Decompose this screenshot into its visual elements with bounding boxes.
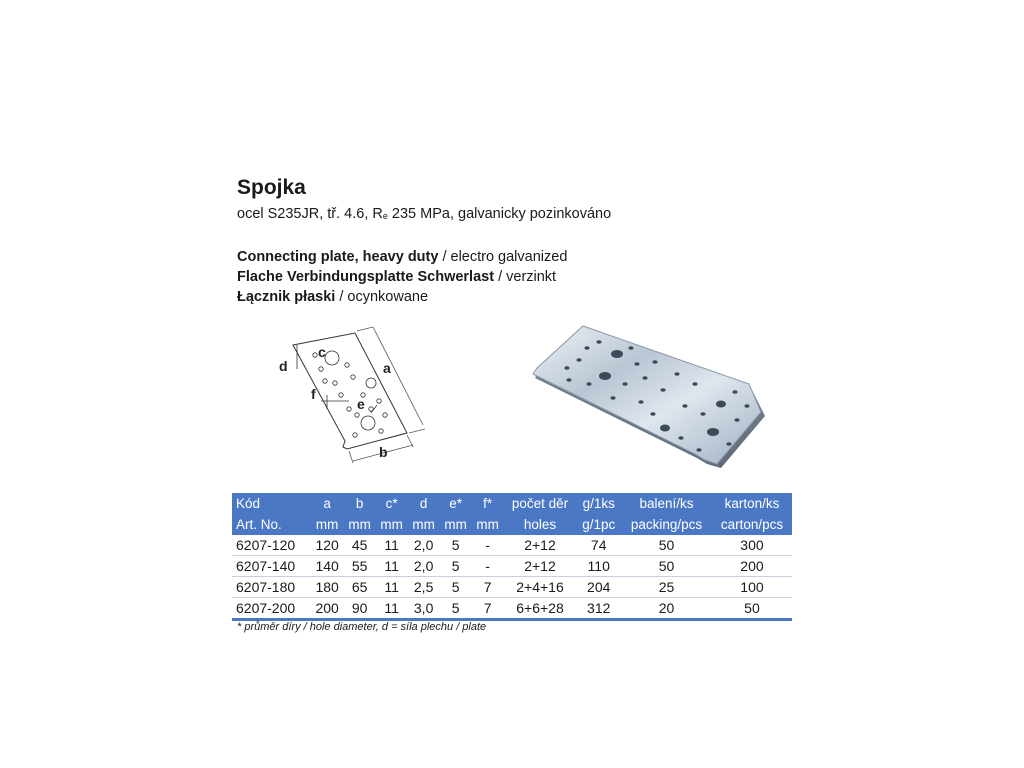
col-header: c* [376,493,408,514]
label-d: d [279,358,288,374]
plate-photo [525,318,785,478]
table-cell: 2+12 [504,535,577,556]
col-header: mm [408,514,440,535]
table-header-row [232,493,792,514]
name-line-en: Connecting plate, heavy duty / electro galvanized [237,249,568,265]
footnote: * průměr díry / hole diameter, d = síla plechu / plate [237,621,487,633]
col-header: mm [472,514,504,535]
table-cell: 50 [621,556,712,577]
col-header: mm [440,514,472,535]
table-row [232,556,792,577]
table-cell: 50 [621,535,712,556]
table-cell: 11 [376,535,408,556]
label-c: c [318,344,326,360]
table-cell: 65 [344,577,376,598]
table-cell: 2,0 [408,556,440,577]
table-cell: 25 [621,577,712,598]
table-cell: 312 [576,598,621,620]
table-cell: 5 [440,577,472,598]
table-cell: 200 [311,598,344,620]
table-cell: 200 [712,556,792,577]
product-title: Spojka [237,176,306,199]
col-header: f* [472,493,504,514]
table-header-row [232,514,792,535]
table-cell: 5 [440,598,472,620]
col-header: b [344,493,376,514]
product-names [237,247,567,307]
subtitle-prefix: ocel S235JR, tř. 4.6, R [237,206,383,222]
col-header: holes [504,514,577,535]
table-cell: 6207-200 [232,598,311,620]
table-cell: 7 [472,598,504,620]
table-row [232,535,792,556]
table-cell: 6+6+28 [504,598,577,620]
table-cell: 50 [712,598,792,620]
technical-drawing [275,325,435,465]
subtitle-suffix: 235 MPa, galvanicky pozinkováno [387,206,612,222]
table-cell: 20 [621,598,712,620]
col-header: Art. No. [232,514,311,535]
table-cell: 45 [344,535,376,556]
table-cell: 300 [712,535,792,556]
col-header: e* [440,493,472,514]
col-header: carton/pcs [712,514,792,535]
col-header: mm [311,514,344,535]
label-e: e [357,396,365,412]
table-cell: 6207-120 [232,535,311,556]
table-cell: 6207-180 [232,577,311,598]
col-header: mm [376,514,408,535]
table-cell: 140 [311,556,344,577]
table-cell: 55 [344,556,376,577]
table-cell: - [472,535,504,556]
table-cell: 100 [712,577,792,598]
table-cell: 3,0 [408,598,440,620]
col-header: mm [344,514,376,535]
table-cell: 7 [472,577,504,598]
name-line-pl: Łącznik płaski / ocynkowane [237,289,429,305]
col-header: packing/pcs [621,514,712,535]
material-subtitle [237,206,611,222]
table-cell: 11 [376,577,408,598]
col-header: Kód [232,493,311,514]
spec-table-container [232,493,792,621]
label-b: b [379,444,388,460]
table-cell: 2,5 [408,577,440,598]
table-cell: 110 [576,556,621,577]
label-a: a [383,360,391,376]
spec-table [232,493,792,621]
col-header: a [311,493,344,514]
plate-body [533,326,765,468]
subtitle-subscript: e [382,211,388,221]
name-line-de: Flache Verbindungsplatte Schwerlast / verzinkt [237,269,557,285]
table-row [232,577,792,598]
table-row [232,598,792,620]
table-cell: 6207-140 [232,556,311,577]
table-cell: - [472,556,504,577]
table-cell: 2+4+16 [504,577,577,598]
table-cell: 180 [311,577,344,598]
table-cell: 204 [576,577,621,598]
table-cell: 90 [344,598,376,620]
col-header: počet děr [504,493,577,514]
table-cell: 11 [376,556,408,577]
table-cell: 5 [440,535,472,556]
col-header: d [408,493,440,514]
col-header: karton/ks [712,493,792,514]
table-cell: 11 [376,598,408,620]
label-f: f [311,386,316,402]
col-header: balení/ks [621,493,712,514]
table-cell: 2,0 [408,535,440,556]
table-cell: 120 [311,535,344,556]
col-header: g/1pc [576,514,621,535]
table-cell: 5 [440,556,472,577]
table-cell: 2+12 [504,556,577,577]
table-cell: 74 [576,535,621,556]
col-header: g/1ks [576,493,621,514]
